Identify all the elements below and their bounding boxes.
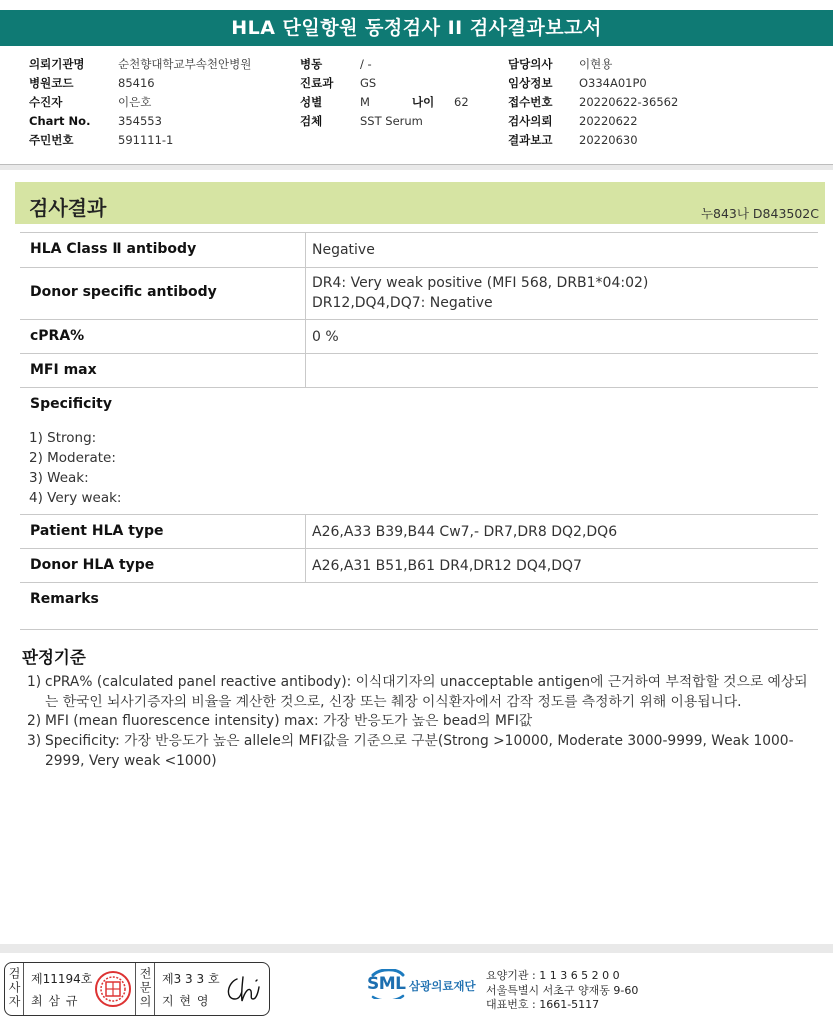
specialist-label (138, 967, 152, 1009)
report-title: HLA 단일항원 동정검사 II 검사결과보고서 (0, 10, 833, 46)
label-chart-no: Chart No. (29, 114, 91, 128)
row-dsa (20, 267, 818, 320)
specialist-label-text: 전문의 (138, 967, 152, 1009)
label-resident-no: 주민번호 (29, 133, 74, 147)
specificity-label: Specificity (30, 396, 112, 412)
sml-logo-name: 삼광의료재단 (409, 979, 476, 993)
criteria-item (27, 732, 812, 771)
dsa-value-line2: DR12,DQ4,DQ7: Negative (312, 295, 493, 311)
sml-logo (367, 969, 482, 1003)
inspector-label (7, 967, 21, 1009)
patient-info-col2 (300, 55, 469, 131)
specificity-very-weak: 4) Very weak: (29, 490, 122, 506)
label-specimen: 검체 (300, 114, 323, 128)
dsa-label: Donor specific antibody (30, 284, 217, 300)
cpra-label: cPRA% (30, 328, 85, 344)
row-patient-hla (20, 515, 818, 549)
label-age: 나이 (412, 95, 435, 109)
patient-info-col1 (29, 55, 251, 150)
hla-class2-label: HLA Class Ⅱ antibody (30, 241, 197, 257)
row-cpra (20, 320, 818, 354)
value-clinical-info: O334A01P0 (579, 76, 647, 90)
patient-info-col3 (508, 55, 678, 150)
row-mfi-max (20, 354, 818, 388)
hla-class2-value: Negative (312, 242, 375, 258)
inspector-no: 제11194호 (31, 972, 93, 986)
specificity-moderate: 2) Moderate: (29, 450, 116, 466)
header-gray-band (0, 165, 833, 170)
row-specificity (20, 388, 818, 515)
box-divider (135, 963, 136, 1015)
value-specimen: SST Serum (360, 114, 423, 128)
label-doctor: 담당의사 (508, 57, 553, 71)
criteria-text: cPRA% (calculated panel reactive antibody): 이식대기자의 unacceptable antigen에 근거하여 부적합할 것으로 예상되는 한국인 뇌사기증자의 비율을 계산한 것으로, 신장 또는 췌장 이식환자에서 감작 정도를 측정하기 위해 이용됩니다. (45, 674, 808, 710)
mfi-max-label: MFI max (30, 362, 97, 378)
specificity-weak: 3) Weak: (29, 470, 89, 486)
specialist-signature (223, 973, 263, 1008)
result-code: 누843나 D843502C (700, 206, 819, 221)
column-divider (305, 549, 306, 582)
criteria-item (27, 673, 812, 712)
column-divider (305, 233, 306, 267)
row-remarks (20, 583, 818, 630)
value-resident-no: 591111-1 (118, 133, 174, 147)
criteria-text: Specificity: 가장 반응도가 높은 allele의 MFI값을 기준으로 구분(Strong >10000, Moderate 3000-9999, Weak 1000-2999, Very weak <1000) (45, 733, 794, 769)
dsa-value-line1: DR4: Very weak positive (MFI 568, DRB1*04:02) (312, 275, 649, 291)
column-divider (305, 320, 306, 353)
institution-info (486, 969, 638, 1013)
institution-address: 서울특별시 서초구 양재동 9-60 (486, 983, 639, 997)
donor-hla-label: Donor HLA type (30, 557, 155, 573)
sml-logo-abbr: SML (367, 974, 406, 994)
value-hospital-code: 85416 (118, 76, 155, 90)
donor-hla-value: A26,A31 B51,B61 DR4,DR12 DQ4,DQ7 (312, 558, 582, 574)
result-heading-bar (15, 182, 825, 224)
box-divider (154, 963, 155, 1015)
value-institution: 순천향대학교부속천안병원 (118, 57, 252, 71)
label-receipt-no: 접수번호 (508, 95, 553, 109)
institution-code: 요양기관 : 1 1 3 6 5 2 0 0 (486, 969, 620, 982)
label-institution: 의뢰기관명 (29, 57, 85, 71)
specialist-name: 지 현 영 (162, 994, 210, 1008)
inspector-seal (93, 969, 133, 1012)
column-divider (305, 267, 306, 319)
result-heading: 검사결과 (29, 196, 107, 220)
patient-hla-value: A26,A33 B39,B44 Cw7,- DR7,DR8 DQ2,DQ6 (312, 524, 618, 540)
value-chart-no: 354553 (118, 114, 162, 128)
specificity-strong: 1) Strong: (29, 430, 97, 446)
label-sex: 성별 (300, 95, 323, 109)
inspector-name: 최 삼 규 (31, 994, 79, 1008)
label-department: 진료과 (300, 76, 334, 90)
value-age: 62 (454, 95, 469, 109)
row-donor-hla (20, 549, 818, 583)
criteria-list (27, 673, 812, 772)
patient-hla-label: Patient HLA type (30, 523, 164, 539)
inspector-label-text: 검사자 (7, 967, 21, 1009)
specificity-list (29, 428, 121, 508)
criteria-num: 3) (27, 733, 42, 750)
label-report-date: 결과보고 (508, 133, 553, 147)
value-sex: M (360, 95, 370, 109)
column-divider (305, 515, 306, 548)
label-hospital-code: 병원코드 (29, 76, 74, 90)
footer-gray-band (0, 944, 833, 953)
institution-phone: 대표번호 : 1661-5117 (486, 998, 600, 1011)
value-request-date: 20220622 (579, 114, 638, 128)
criteria-num: 2) (27, 713, 42, 730)
value-department: GS (360, 76, 377, 90)
value-doctor: 이현용 (579, 57, 613, 71)
label-patient: 수진자 (29, 95, 63, 109)
specialist-no: 제3 3 3 호 (162, 972, 220, 986)
cpra-value: 0 % (312, 329, 339, 345)
column-divider (305, 354, 306, 387)
criteria-text: MFI (mean fluorescence intensity) max: 가장 반응도가 높은 bead의 MFI값 (45, 713, 533, 730)
remarks-label: Remarks (30, 591, 99, 607)
box-divider (23, 963, 24, 1015)
label-ward: 병동 (300, 57, 323, 71)
criteria-item (27, 712, 812, 732)
value-report-date: 20220630 (579, 133, 638, 147)
value-receipt-no: 20220622-36562 (579, 95, 679, 109)
label-clinical-info: 임상정보 (508, 76, 553, 90)
value-patient: 이은호 (118, 95, 152, 109)
criteria-heading: 판정기준 (22, 648, 86, 667)
criteria-num: 1) (27, 674, 42, 690)
value-ward: / - (360, 57, 372, 71)
row-hla-class2 (20, 232, 818, 268)
label-request-date: 검사의뢰 (508, 114, 553, 128)
signature-box (4, 962, 270, 1016)
